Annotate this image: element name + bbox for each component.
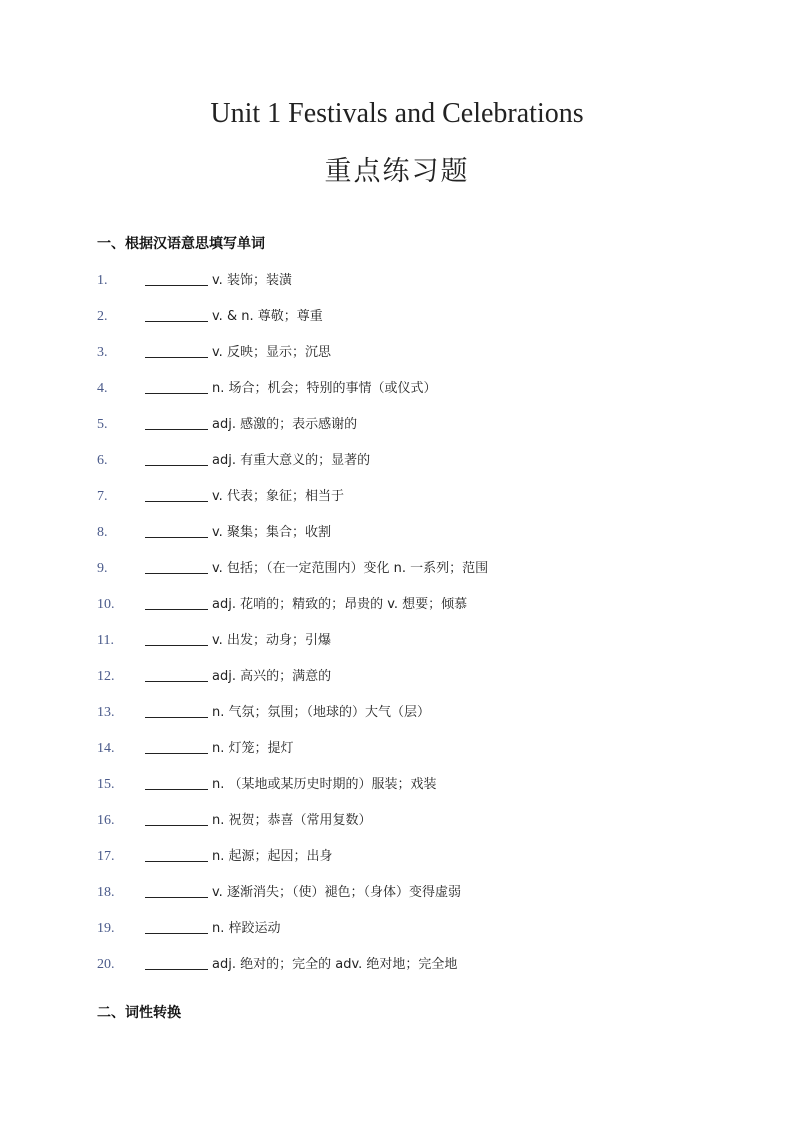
- list-item: [0, 378, 794, 400]
- list-item: [0, 342, 794, 364]
- item-number: 20.: [97, 957, 115, 972]
- item-number: 1.: [97, 273, 108, 288]
- item-number: 8.: [97, 525, 108, 540]
- answer-blank[interactable]: [145, 969, 208, 970]
- answer-blank[interactable]: [145, 465, 208, 466]
- answer-blank[interactable]: [145, 357, 208, 358]
- item-definition: n. 起源；起因；出身: [212, 849, 333, 864]
- list-item: [0, 522, 794, 544]
- answer-blank[interactable]: [145, 681, 208, 682]
- item-number: 7.: [97, 489, 108, 504]
- answer-blank[interactable]: [145, 609, 208, 610]
- list-item: [0, 306, 794, 328]
- item-number: 16.: [97, 813, 115, 828]
- list-item: [0, 486, 794, 508]
- item-definition: adj. 高兴的；满意的: [212, 669, 332, 684]
- item-definition: n. 场合；机会；特别的事情（或仪式）: [212, 381, 437, 396]
- answer-blank[interactable]: [145, 321, 208, 322]
- list-item: [0, 954, 794, 976]
- item-definition: v. & n. 尊敬；尊重: [212, 309, 323, 324]
- item-number: 2.: [97, 309, 108, 324]
- item-number: 9.: [97, 561, 108, 576]
- item-definition: n. 气氛；氛围；（地球的）大气（层）: [212, 705, 431, 720]
- item-definition: n. 灯笼；提灯: [212, 741, 294, 756]
- answer-blank[interactable]: [145, 645, 208, 646]
- item-definition: n. （某地或某历史时期的）服装；戏装: [212, 777, 437, 792]
- list-item: [0, 882, 794, 904]
- item-definition: n. 祝贺；恭喜（常用复数）: [212, 813, 372, 828]
- item-definition: v. 逐渐消失；（使）褪色；（身体）变得虚弱: [212, 885, 461, 900]
- list-item: [0, 594, 794, 616]
- answer-blank[interactable]: [145, 573, 208, 574]
- answer-blank[interactable]: [145, 825, 208, 826]
- answer-blank[interactable]: [145, 501, 208, 502]
- list-item: [0, 738, 794, 760]
- item-number: 17.: [97, 849, 115, 864]
- list-item: [0, 666, 794, 688]
- item-definition: adj. 花哨的；精致的；昂贵的 v. 想要；倾慕: [212, 597, 468, 612]
- list-item: [0, 846, 794, 868]
- item-number: 15.: [97, 777, 115, 792]
- list-item: [0, 558, 794, 580]
- item-number: 19.: [97, 921, 115, 936]
- answer-blank[interactable]: [145, 429, 208, 430]
- item-number: 12.: [97, 669, 115, 684]
- answer-blank[interactable]: [145, 393, 208, 394]
- list-item: [0, 918, 794, 940]
- item-definition: adj. 有重大意义的；显著的: [212, 453, 371, 468]
- item-number: 6.: [97, 453, 108, 468]
- item-definition: v. 出发；动身；引爆: [212, 633, 331, 648]
- item-definition: adj. 感激的；表示感谢的: [212, 417, 358, 432]
- item-number: 10.: [97, 597, 115, 612]
- item-definition: adj. 绝对的；完全的 adv. 绝对地；完全地: [212, 957, 458, 972]
- page-subtitle: 重点练习题: [324, 156, 470, 187]
- answer-blank[interactable]: [145, 753, 208, 754]
- page-title: Unit 1 Festivals and Celebrations: [210, 98, 584, 129]
- list-item: [0, 270, 794, 292]
- item-number: 14.: [97, 741, 115, 756]
- list-item: [0, 630, 794, 652]
- item-number: 18.: [97, 885, 115, 900]
- answer-blank[interactable]: [145, 861, 208, 862]
- item-definition: v. 反映；显示；沉思: [212, 345, 331, 360]
- list-item: [0, 702, 794, 724]
- answer-blank[interactable]: [145, 933, 208, 934]
- item-definition: v. 装饰；装潢: [212, 273, 292, 288]
- item-number: 3.: [97, 345, 108, 360]
- section-2-heading: 二、词性转换: [97, 1005, 181, 1021]
- section-1-heading: 一、根据汉语意思填写单词: [97, 236, 265, 252]
- item-number: 11.: [97, 633, 114, 648]
- item-number: 5.: [97, 417, 108, 432]
- list-item: [0, 450, 794, 472]
- item-definition: v. 代表；象征；相当于: [212, 489, 344, 504]
- item-number: 4.: [97, 381, 108, 396]
- answer-blank[interactable]: [145, 285, 208, 286]
- list-item: [0, 414, 794, 436]
- item-definition: v. 包括；（在一定范围内）变化 n. 一系列；范围: [212, 561, 489, 576]
- answer-blank[interactable]: [145, 717, 208, 718]
- list-item: [0, 774, 794, 796]
- item-definition: n. 梓跤运动: [212, 921, 281, 936]
- answer-blank[interactable]: [145, 537, 208, 538]
- item-definition: v. 聚集；集合；收割: [212, 525, 331, 540]
- answer-blank[interactable]: [145, 897, 208, 898]
- item-number: 13.: [97, 705, 115, 720]
- answer-blank[interactable]: [145, 789, 208, 790]
- list-item: [0, 810, 794, 832]
